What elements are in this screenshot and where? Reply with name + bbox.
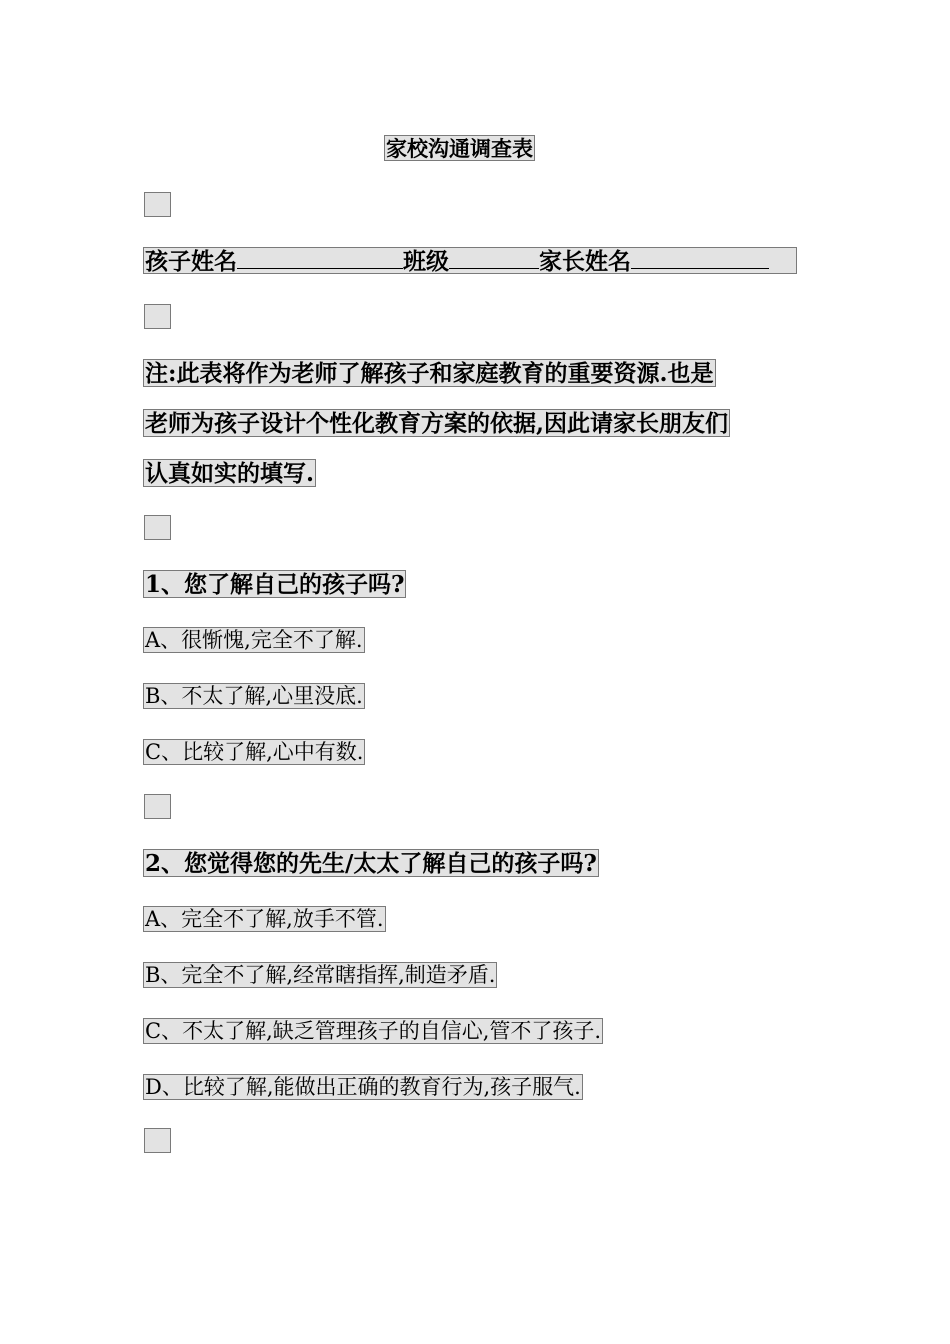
note-line-2: 老师为孩子设计个性化教育方案的依据,因此请家长朋友们 (145, 410, 729, 437)
question-1: 1、您了解自己的孩子吗? (145, 571, 405, 598)
note-line-3: 认真如实的填写. (145, 460, 315, 487)
question-1-option-a[interactable]: A、很惭愧,完全不了解. (145, 628, 363, 652)
question-2-option-a[interactable]: A、完全不了解,放手不管. (145, 907, 384, 931)
empty-field-3[interactable] (144, 515, 171, 540)
page-title: 家校沟通调查表 (386, 136, 533, 161)
empty-field-2[interactable] (144, 304, 171, 329)
parent-name-label: 家长姓名 (539, 248, 631, 275)
class-blank[interactable] (449, 250, 539, 269)
question-2: 2、您觉得您的先生/太太了解自己的孩子吗? (145, 850, 597, 877)
empty-field-1[interactable] (144, 192, 171, 217)
parent-name-blank[interactable] (631, 250, 769, 269)
info-line (143, 247, 797, 274)
child-name-blank[interactable] (237, 250, 403, 269)
question-2-option-b[interactable]: B、完全不了解,经常瞎指挥,制造矛盾. (145, 963, 496, 987)
question-1-option-b[interactable]: B、不太了解,心里没底. (145, 684, 363, 708)
empty-field-5[interactable] (144, 1128, 171, 1153)
class-label: 班级 (403, 248, 449, 275)
question-2-option-c[interactable]: C、不太了解,缺乏管理孩子的自信心,管不了孩子. (145, 1019, 602, 1043)
question-1-option-c[interactable]: C、比较了解,心中有数. (145, 740, 364, 764)
question-2-option-d[interactable]: D、比较了解,能做出正确的教育行为,孩子服气. (145, 1075, 581, 1099)
empty-field-4[interactable] (144, 794, 171, 819)
child-name-label: 孩子姓名 (145, 248, 237, 275)
note-line-1: 注:此表将作为老师了解孩子和家庭教育的重要资源.也是 (145, 360, 714, 387)
